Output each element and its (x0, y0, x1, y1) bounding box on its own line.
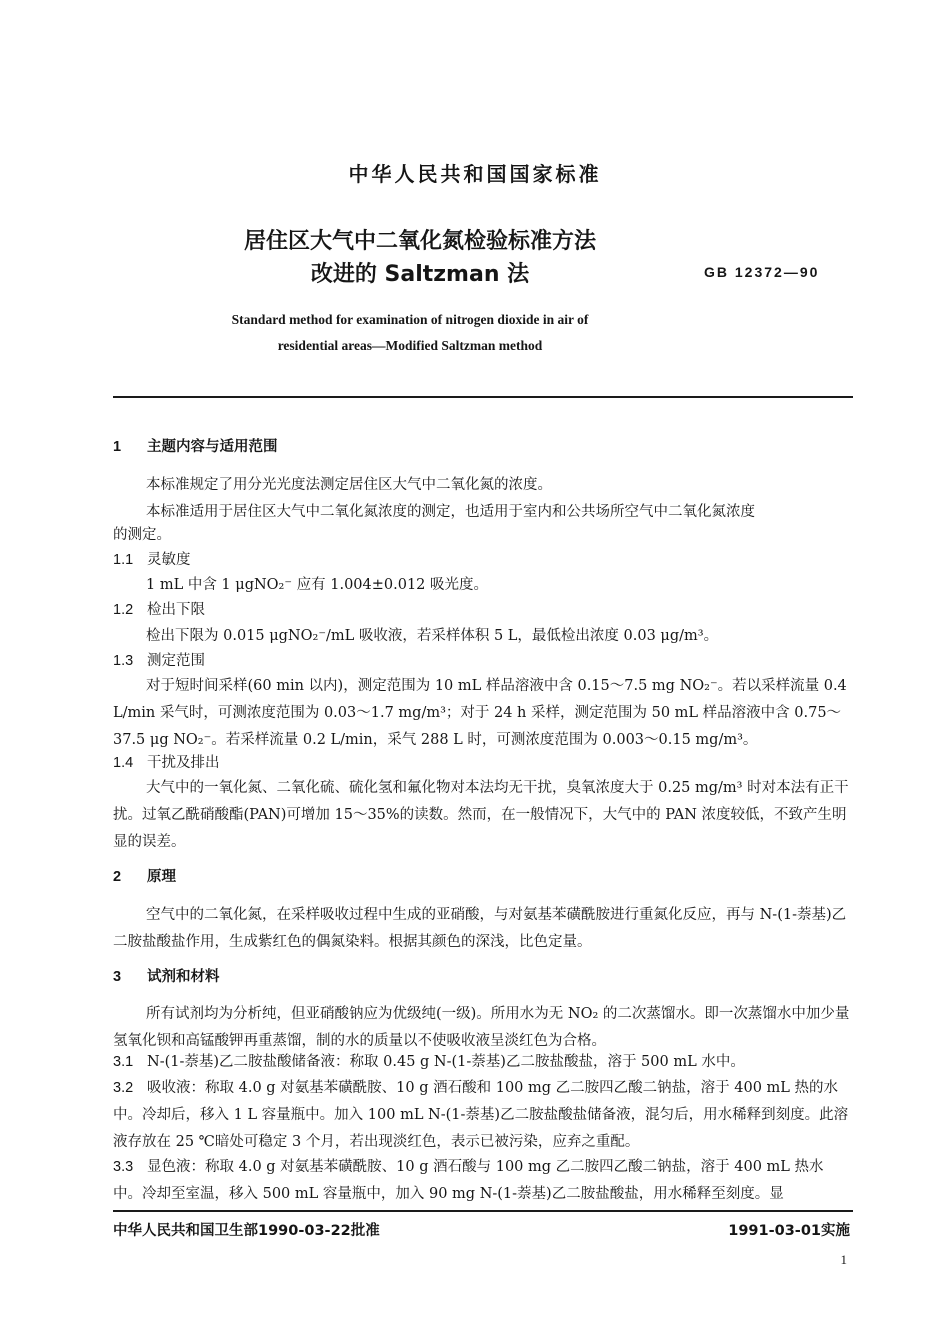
footer-divider (113, 1210, 853, 1212)
section-text: 显色液：称取 4.0 g 对氨基苯磺酰胺、10 g 酒石酸与 100 mg 乙二胺四乙酸二钠盐，溶于 400 mL 热水中。冷却至室温，移入 500 mL 容量瓶中，加入 90 mg N-(1-萘基)乙二胺盐酸盐，用水稀释至刻度。显 (113, 1159, 824, 1202)
section-number: 2 (113, 869, 122, 885)
section-title: 干扰及排出 (147, 755, 220, 771)
section-1-3-text: 对于短时间采样(60 min 以内)，测定范围为 10 mL 样品溶液中含 0.15～7.5 mg NO₂⁻。若以采样流量 0.4 L/min 采气时，可测浓度范围为 0.03～1.7 mg/m³；对于 24 h 采样，测定范围为 50 mL 样品溶液中含 0.75～37.5 μg NO₂⁻。若采样流量 0.2 L/min，采气 288 L 时，可测浓度范围为 0.003～0.15 mg/m³。 (113, 678, 847, 748)
document-subtitle: 改进的 Saltzman 法 (310, 262, 530, 287)
header-divider (113, 396, 853, 398)
section-1-paragraph-2-cont: 的测定。 (113, 527, 171, 543)
english-title-line2: residential areas—Modified Saltzman method (277, 338, 543, 353)
section-title: 原理 (147, 869, 176, 885)
section-1-4-text: 大气中的一氧化氮、二氧化硫、硫化氢和氟化物对本法均无干扰，臭氧浓度大于 0.25 mg/m³ 时对本法有正干扰。过氧乙酰硝酸酯(PAN)可增加 15～35%的读数。然而，在一般情况下，大气中的 PAN 浓度较低，不致产生明显的误差。 (113, 780, 849, 850)
section-1-1-heading (113, 550, 191, 570)
approval-note: 中华人民共和国卫生部1990-03-22批准 (113, 1223, 380, 1239)
section-number: 1.1 (113, 552, 134, 568)
section-title: 测定范围 (147, 653, 205, 669)
effective-date: 1991-03-01实施 (728, 1223, 850, 1239)
section-number: 1.4 (113, 755, 134, 771)
section-3-heading (113, 965, 220, 986)
section-1-3-heading (113, 651, 205, 671)
section-1-1-text: 1 mL 中含 1 μgNO₂⁻ 应有 1.004±0.012 吸光度。 (146, 577, 489, 593)
section-1-4-heading (113, 753, 220, 773)
section-number: 1 (113, 439, 122, 455)
section-3-2 (113, 1075, 850, 1156)
section-number: 3.2 (113, 1080, 134, 1096)
section-1-paragraph-2: 本标准适用于居住区大气中二氧化氮浓度的测定，也适用于室内和公共场所空气中二氧化氮浓度 (146, 504, 755, 520)
english-title-line1: Standard method for examination of nitrogen dioxide in air of (231, 312, 589, 327)
section-1-2-heading (113, 600, 205, 620)
section-text: 吸收液：称取 4.0 g 对氨基苯磺酰胺、10 g 酒石酸和 100 mg 乙二胺四乙酸二钠盐，溶于 400 mL 热的水中。冷却后，移入 1 L 容量瓶中。加入 100 mL N-(1-萘基)乙二胺盐酸盐储备液，混匀后，用水稀释到刻度。此溶液存放在 25 ℃暗处可稳定 3 个月，若出现淡红色，表示已被污染，应弃之重配。 (113, 1080, 849, 1150)
section-title: 灵敏度 (147, 552, 191, 568)
section-1-paragraph-1: 本标准规定了用分光光度法测定居住区大气中二氧化氮的浓度。 (146, 477, 552, 493)
section-title: 试剂和材料 (147, 969, 220, 985)
section-title: 检出下限 (147, 602, 205, 618)
section-number: 1.3 (113, 653, 134, 669)
section-number: 3.3 (113, 1159, 134, 1175)
section-title: 主题内容与适用范围 (147, 439, 278, 455)
section-text: N-(1-萘基)乙二胺盐酸储备液：称取 0.45 g N-(1-萘基)乙二胺盐酸盐，溶于 500 mL 水中。 (147, 1054, 745, 1070)
section-1-heading (113, 435, 278, 456)
section-3-text: 所有试剂均为分析纯，但亚硝酸钠应为优级纯(一级)。所用水为无 NO₂ 的二次蒸馏水。即一次蒸馏水中加少量氢氧化钡和高锰酸钾再重蒸馏，制的水的质量以不使吸收液呈淡红色为合格。 (113, 1006, 850, 1049)
section-2-text: 空气中的二氧化氮，在采样吸收过程中生成的亚硝酸，与对氨基苯磺酰胺进行重氮化反应，再与 N-(1-萘基)乙二胺盐酸盐作用，生成紫红色的偶氮染料。根据其颜色的深浅，比色定量。 (113, 907, 847, 950)
section-number: 1.2 (113, 602, 134, 618)
standard-code: GB 12372—90 (704, 264, 820, 280)
section-3-1 (113, 1049, 850, 1076)
section-number: 3.1 (113, 1054, 134, 1070)
section-1-2-text: 检出下限为 0.015 μgNO₂⁻/mL 吸收液，若采样体积 5 L，最低检出浓度 0.03 μg/m³。 (146, 628, 719, 644)
section-3-3 (113, 1154, 850, 1208)
section-2-heading (113, 865, 176, 886)
document-title: 居住区大气中二氧化氮检验标准方法 (243, 229, 596, 254)
page-number: 1 (840, 1252, 847, 1267)
section-number: 3 (113, 969, 122, 985)
national-standard-label: 中华人民共和国国家标准 (348, 162, 602, 186)
